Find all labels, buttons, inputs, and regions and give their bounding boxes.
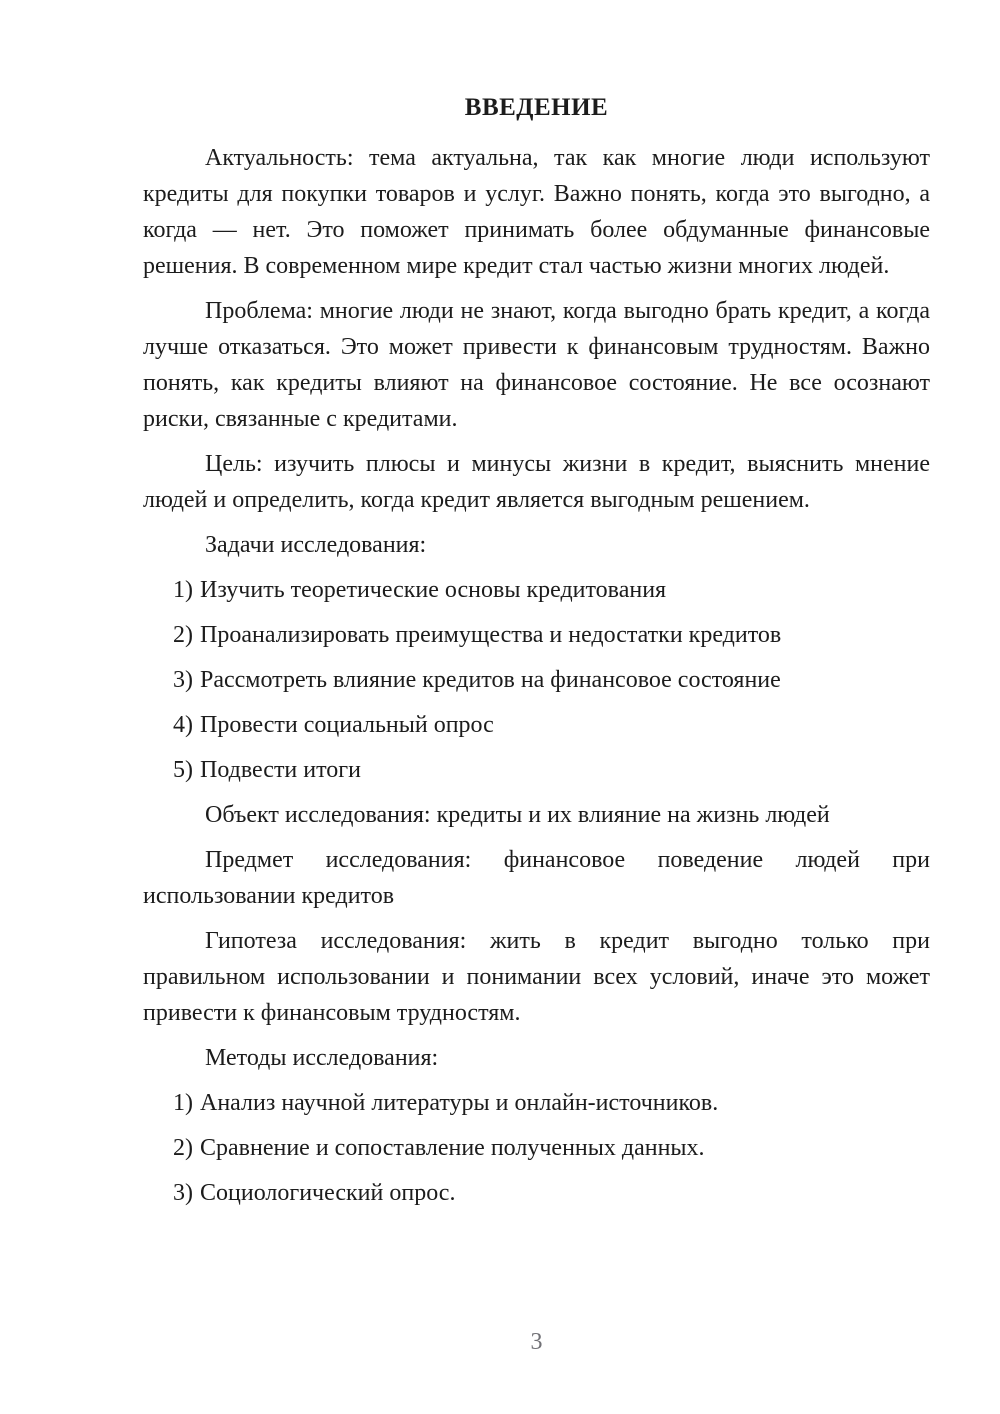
tasks-heading: Задачи исследования: [205,532,427,558]
method-item-number: 1) [173,1090,193,1116]
method-item [143,1175,930,1211]
method-item-text: Сравнение и сопоставление полученных данных. [200,1135,705,1161]
method-item [143,1085,930,1121]
method-item-text: Социологический опрос. [200,1180,456,1206]
method-item [143,1130,930,1166]
task-item [143,662,930,698]
task-item-text: Рассмотреть влияние кредитов на финансовое состояние [200,667,781,693]
task-item-number: 3) [173,667,193,693]
task-item-number: 4) [173,712,193,738]
task-item-text: Изучить теоретические основы кредитования [200,577,667,603]
task-item [143,572,930,608]
page-title: ВВЕДЕНИЕ [464,94,609,121]
method-item-number: 2) [173,1135,193,1161]
task-item [143,617,930,653]
method-item-text: Анализ научной литературы и онлайн-источников. [200,1090,719,1116]
task-item-text: Подвести итоги [200,757,361,783]
page-number: 3 [530,1329,543,1355]
paragraph-subject: Предмет исследования: финансовое поведение людей при использовании кредитов [143,847,930,909]
paragraph-hypothesis: Гипотеза исследования: жить в кредит выгодно только при правильном использовании и понимании всех условий, иначе это может привести к финансовым трудностям. [143,928,930,1026]
task-item-number: 1) [173,577,193,603]
paragraph-goal: Цель: изучить плюсы и минусы жизни в кредит, выяснить мнение людей и определить, когда кредит является выгодным решением. [143,451,930,513]
task-item-text: Провести социальный опрос [200,712,494,738]
task-item-number: 2) [173,622,193,648]
task-item-text: Проанализировать преимущества и недостатки кредитов [200,622,782,648]
method-item-number: 3) [173,1180,193,1206]
task-item [143,707,930,743]
methods-heading: Методы исследования: [205,1045,439,1071]
task-item [143,752,930,788]
task-item-number: 5) [173,757,193,783]
paragraph-object: Объект исследования: кредиты и их влияние на жизнь людей [205,802,830,828]
paragraph-relevance: Актуальность: тема актуальна, так как многие люди используют кредиты для покупки товаров и услуг. Важно понять, когда это выгодно, а когда — нет. Это поможет принимать более обдуманные финансовые решения. В современном мире кредит стал частью жизни многих людей. [143,145,930,279]
paragraph-problem: Проблема: многие люди не знают, когда выгодно брать кредит, а когда лучше отказаться. Это может привести к финансовым трудностям. Важно понять, как кредиты влияют на финансовое состояние. Не все осознают риски, связанные с кредитами. [143,298,930,432]
